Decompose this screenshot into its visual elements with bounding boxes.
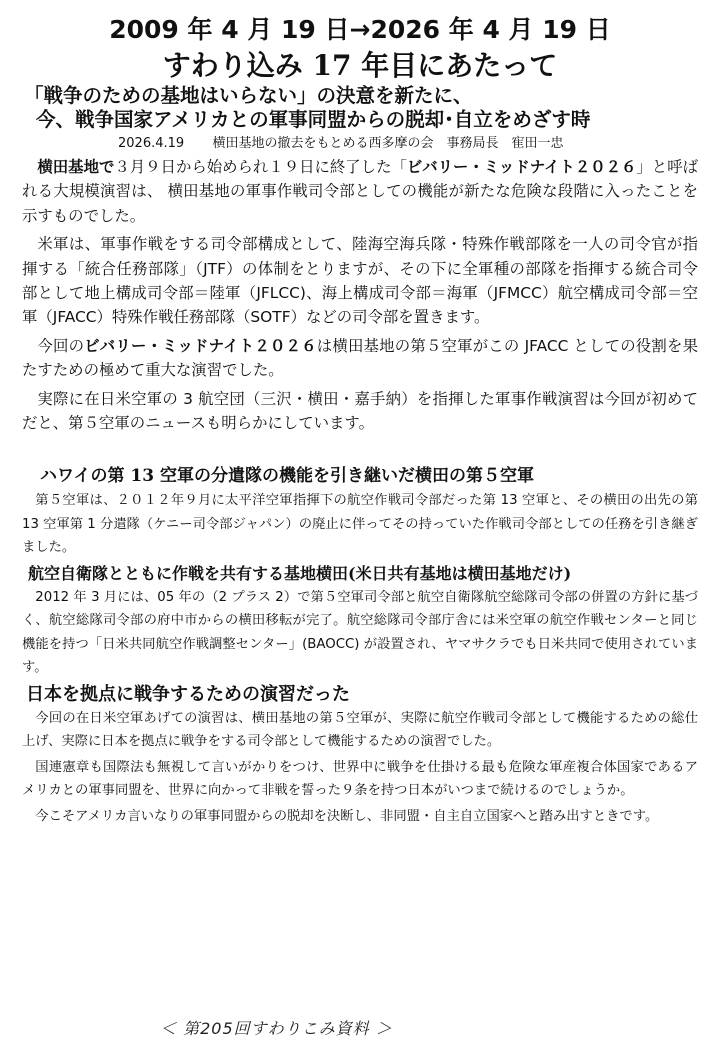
byline-date: 2026.4.19 [118,136,185,151]
section-1-paragraph: 第５空軍は、２０１２年９月に太平洋空軍指揮下の航空作戦司令部だった第 13 空軍と、その横田の出先の第 13 空軍第 1 分遣隊（ケニー司令部ジャパン）の廃止に伴ってその持っていた作戦司令部としての任務を引き継ぎました。 [22,493,698,556]
section-3-paragraph-2: 国連憲章も国際法も無視して言いがかりをつけ、世界中に戦争を仕掛ける最も危険な軍産複合体国家であるアメリカとの軍事同盟を、世界に向かって非戦を誓った９条を持つ日本がいつまで続けるのでしょうか。 [22,759,698,799]
byline [22,135,698,153]
section-3-paragraph-3: 今こそアメリカ言いなりの軍事同盟からの脱却を決断し、非同盟・自主自立国家へと踏み出すときです。 [35,808,659,824]
byline-organization: 横田基地の撤去をもとめる西多摩の会 事務局長 寉田一忠 [212,136,564,151]
date-title: 2009 年 4 月 19 日→2026 年 4 月 19 日 [109,15,611,44]
intro-paragraph-3 [22,334,698,383]
section-2-paragraph: 2012 年 3 月には、05 年の（2 プラス 2）で第５空軍司令部と航空自衛隊航空総隊司令部の併置の方針に基づく、航空総隊司令部の府中市からの横田移転が完了。航空総隊司令部庁舎には米空軍の航空作戦センターと同じ機能を持つ「日米共同航空作戦調整センター」(BAOCC) が設置され、ヤマサクラでも日米共同で使用されています。 [22,589,698,676]
section-heading-3: 日本を拠点に戦争するための演習だった [26,683,350,705]
intro-paragraph-4: 実際に在日米空軍の 3 航空団（三沢・横田・嘉手納）を指揮した軍事作戦演習は今回が初めてだと、第５空軍のニュースも明らかにしています。 [22,389,698,433]
intro-paragraph-2: 米軍は、軍事作戦をする司令部構成として、陸海空海兵隊・特殊作戦部隊を一人の司令官が指揮する「統合任務部隊」（JTF）の体制をとりますが、その下に全軍種の部隊を指揮する統合司令部として地上構成司令部＝陸軍（JFLCC)、海上構成司令部＝海軍（JFMCC）航空構成司令部＝空軍（JFACC）特殊作戦任務部隊（SOTF）などの司令部を置きます。 [22,235,698,327]
intro-paragraph-1 [22,155,698,228]
section-3-paragraph-1: 今回の在日米空軍あげての演習は、横田基地の第５空軍が、実際に航空作戦司令部として機能するための総仕上げ、実際に日本を拠点に戦争をする司令部として機能するための演習でした。 [22,710,698,750]
section-heading-1: ハワイの第 13 空軍の分遣隊の機能を引き継いだ横田の第５空軍 [40,466,534,487]
intro-bold-start: 横田基地で [37,158,115,176]
main-title: すわり込み 17 年目にあたって [162,49,558,82]
intro-text-a: ３月９日から始められ１９日に終了した「 [114,158,407,176]
intro-text-b: 」と呼ばれる大規模演習は、 横田基地の軍事作戦司令部としての機能が新たな危険な段階に入ったことを示すものでした。 [22,158,698,225]
exercise-name-2: ビバリー・ミッドナイト２０２６ [84,336,317,355]
subtitle-line-2: 今、戦争国家アメリカとの軍事同盟からの脱却･自立をめざす時 [36,108,591,131]
intro-p3-text-a: 今回の [37,336,85,355]
exercise-name: ビバリー・ミッドナイト２０２６ [406,158,637,176]
handwritten-note: ＜ 第205回すわりこみ資料 ＞ [160,1019,393,1038]
intro-p3-text-b: は横田基地の第５空軍がこの JFACC としての役割を果たすための極めて重大な演習でした。 [22,336,698,380]
subtitle-line-1: 「戦争のための基地はいらない」の決意を新たに、 [24,84,473,107]
section-heading-2: 航空自衛隊とともに作戦を共有する基地横田(米日共有基地は横田基地だけ) [28,563,572,583]
